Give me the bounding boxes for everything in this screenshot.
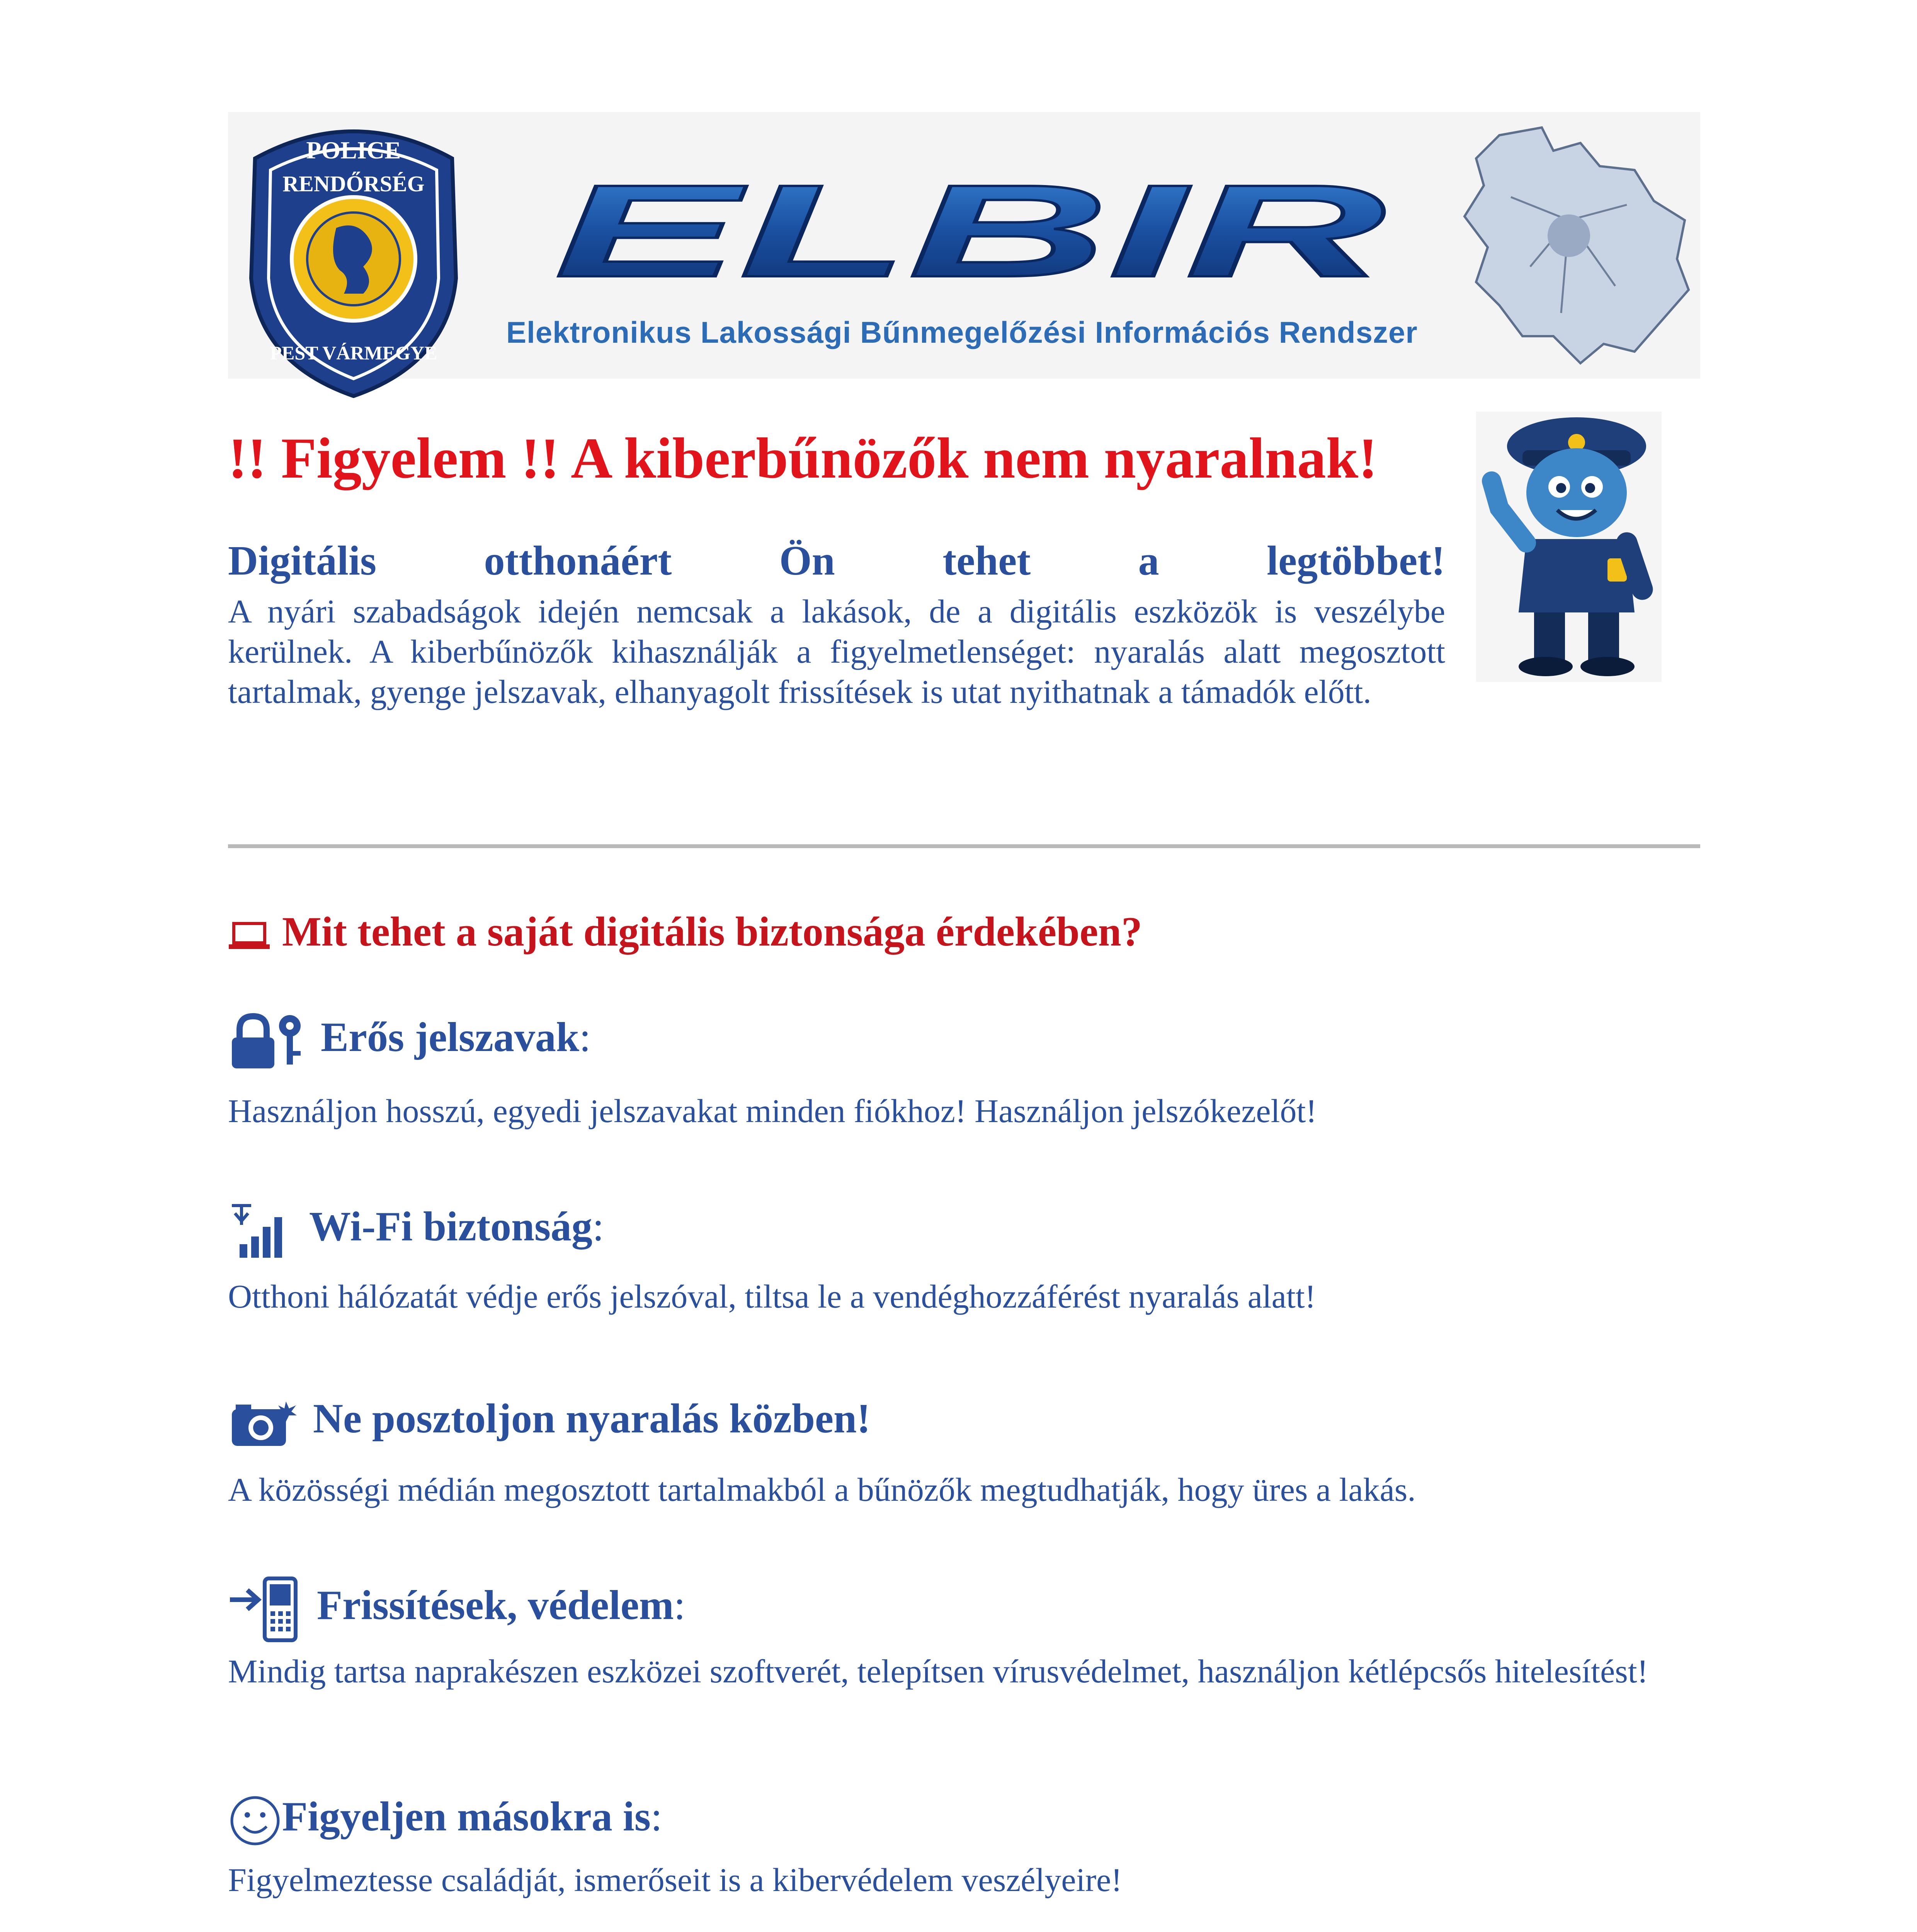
camera-icon [228,1398,298,1448]
phone-update-icon [228,1577,301,1642]
intro-heading: Digitális otthonáért Ön tehet a legtöbbet! [228,538,1445,584]
pest-county-map-icon [1453,120,1692,367]
header-banner [228,112,1700,379]
divider [228,844,1700,848]
tip-title-wifi [228,1202,604,1260]
tip-title-text: Figyeljen másokra is [282,1794,651,1840]
smiley-icon [228,1794,282,1848]
elbir-logo [545,174,1395,290]
tip-body-watch-others: Figyelmeztesse családját, ismerőseit is a kibervédelem veszélyeire! [228,1861,1122,1898]
tip-title-text: Wi-Fi biztonság [309,1203,593,1250]
tip-title-text: Ne posztoljon nyaralás közben! [313,1396,871,1442]
section-heading-question-text: Mit tehet a saját digitális biztonsága érdekében? [282,909,1142,955]
elbir-subtitle: Elektronikus Lakossági Bűnmegelőzési Információs Rendszer [506,315,1418,349]
intro-body: A nyári szabadságok idején nemcsak a lakások, de a digitális eszközök is veszélybe kerülnek. A kiberbűnözők kihasználják a figyelmetlenséget: nyaralás alatt megosztott tartalmak, gyenge jelszavak, elhanyagolt frissítések is utat nyithatnak a támadók előtt. [228,593,1445,710]
tip-title-text: Frissítések, védelem [317,1582,674,1628]
laptop-icon [228,920,270,951]
tip-title-updates [228,1577,685,1642]
police-officer-mascot [1476,412,1662,682]
tip-title-passwords [228,1012,591,1070]
signal-icon [228,1202,294,1260]
tip-title-suffix: : [579,1014,591,1060]
lock-key-icon [228,1012,305,1070]
badge-text-mid: RENDŐRSÉG [282,171,425,196]
police-badge-logo [240,112,468,398]
tip-title-no-posting [228,1395,871,1448]
tip-body-wifi: Otthoni hálózatát védje erős jelszóval, tiltsa le a vendéghozzáférést nyaralás alatt! [228,1278,1316,1315]
tip-title-suffix: : [592,1203,604,1250]
tip-title-text: Erős jelszavak [321,1014,579,1060]
elbir-logo-word: ELBIR [555,174,1385,290]
page-title: !! Figyelem !! A kiberbűnözők nem nyaralnak! [228,426,1378,490]
tip-title-suffix: : [674,1582,685,1628]
tip-body-updates: Mindig tartsa naprakészen eszközei szoftverét, telepítsen vírusvédelmet, használjon kétlépcsős hitelesítést! [228,1653,1648,1690]
tip-body-passwords: Használjon hosszú, egyedi jelszavakat minden fiókhoz! Használjon jelszókezelőt! [228,1092,1317,1129]
section-heading-question [228,908,1142,956]
badge-text-bottom: PEST VÁRMEGYE [270,342,437,364]
tip-body-no-posting: A közösségi médián megosztott tartalmakból a bűnözők megtudhatják, hogy üres a lakás. [228,1471,1416,1508]
badge-text-top: POLICE [306,136,401,164]
tip-title-suffix: : [650,1794,662,1840]
tip-title-watch-others [228,1793,662,1848]
